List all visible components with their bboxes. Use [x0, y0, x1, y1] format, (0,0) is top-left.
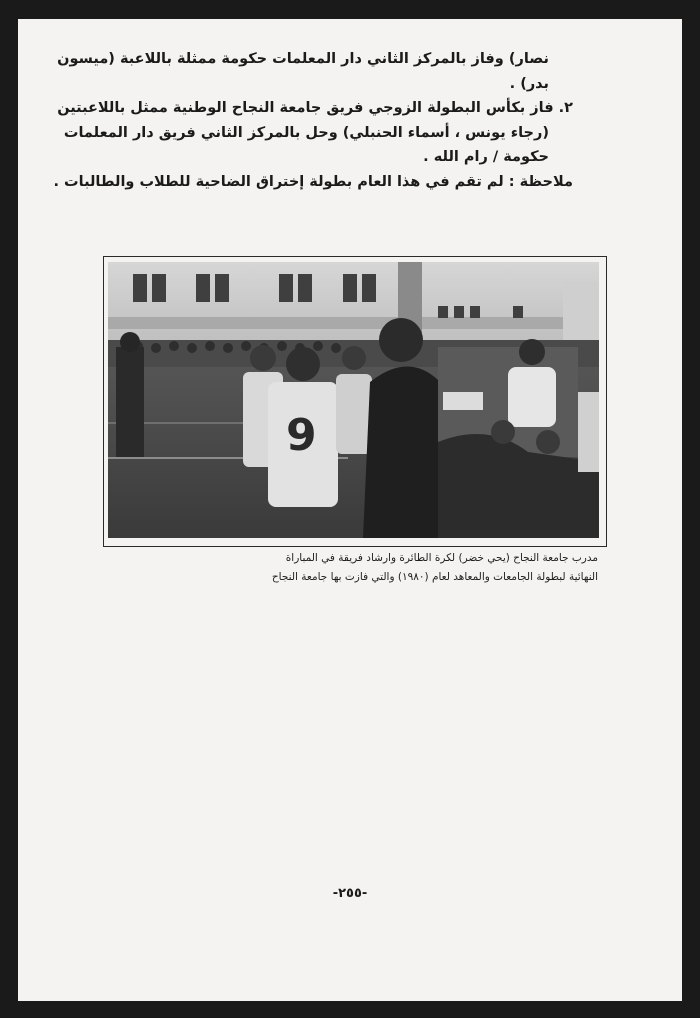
- body-line-4: (رجاء يونس ، أسماء الحنبلي) وحل بالمركز الثاني فريق دار المعلمات: [63, 124, 549, 141]
- body-text: [53, 47, 573, 194]
- photo-illustration: [108, 262, 599, 538]
- caption-line-2: النهائية لبطولة الجامعات والمعاهد لعام (١٩٨٠) والتي فازت بها جامعة النجاح: [271, 571, 598, 583]
- caption-line-1: مدرب جامعة النجاح (يحي خضر) لكرة الطائرة وارشاد فريقة في المباراة: [285, 552, 598, 564]
- body-line-6: ملاحظة : لم تقم في هذا العام بطولة إختراق الضاحية للطلاب والطالبات .: [53, 173, 573, 190]
- photo-caption: [128, 549, 598, 587]
- body-line-3: ٢. فاز بكأس البطولة الزوجي فريق جامعة النجاح الوطنية ممثل باللاعبتين: [57, 100, 573, 116]
- shirt-number: 9: [286, 410, 317, 461]
- photo-frame: [103, 256, 607, 547]
- body-line-2: بدر) .: [509, 75, 549, 92]
- volleyball-team-photo: [108, 262, 599, 538]
- body-line-5: حكومة / رام الله .: [423, 149, 549, 165]
- page-number: -٢٥٥-: [332, 886, 368, 901]
- document-page: [18, 19, 682, 1001]
- body-line-1: نصار) وفاز بالمركز الثاني دار المعلمات حكومة ممثلة باللاعبة (ميسون: [57, 51, 549, 67]
